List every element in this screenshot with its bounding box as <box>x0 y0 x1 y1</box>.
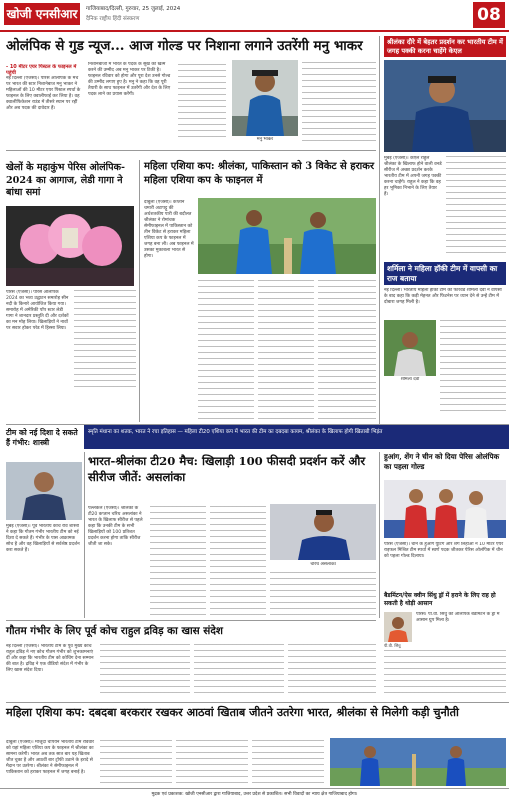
masthead <box>0 0 509 32</box>
headline-womens-asia-cup: महिला एशिया कप: श्रीलंका, पाकिस्तान को 3 विकेट से हराकर महिला एशिया कप के फाइनल में <box>144 161 375 186</box>
headline-china-gold: हुआंग, शेंग ने चीन को दिया पेरिस ओलंपिक का पहला गोल्ड <box>384 452 500 471</box>
article-text-sindhu: पेरिस। पी.वी. सिंधु को ओलंपिक बैडमिंटन के ड्रॉ में आसान ग्रुप मिला है। <box>416 612 500 623</box>
article-text-manu-bhaker-2: निशानेबाजी में भारत के पदक के सूखे को खत्म करने की उम्मीद अब मनु भाकर पर टिकी है। फाइनल रविवार को होगा और पूरा देश उनसे गोल्ड की उम्मीद लगाए हुए है। मनु ने कहा कि वह पूरी तैयारी के साथ फाइनल में उतरेंगी और देश के लिए पदक लाने का प्रयास करेंगी। <box>88 62 171 97</box>
headline-lady-gaga: खेलों के महाकुंभ पेरिस ओलंपिक- 2024 का आगाज, लेडी गागा ने बांधा समां <box>6 162 125 198</box>
photo-womens-asia-cup <box>198 198 376 274</box>
breaking-banner: स्मृति मंधाना का शतक, भारत ने रचा इतिहास — महिला टी20 एशिया कप में भारत की टीम का दबदबा कायम, श्रीलंका के खिलाफ होगी खिताबी भिड़ंत <box>84 425 509 449</box>
article-text-lady-gaga: पेरिस (एजेंसी)। पेरिस ओलंपिक 2024 का भव्य उद्घाटन समारोह सीन नदी के किनारे आयोजित किया गया। समारोह में अमेरिकी पॉप स्टार लेडी गागा ने शानदार प्रस्तुति दी और दर्शकों का मन मोह लिया। खिलाड़ियों ने नावों पर सवार होकर परेड में हिस्सा लिया। <box>6 290 69 331</box>
column-text-filler <box>318 280 376 420</box>
section-divider <box>6 620 376 621</box>
photo-final-preview <box>330 738 506 786</box>
caption-sindhu: पी.वी. सिंधु <box>384 643 401 648</box>
newspaper-logo: खोजी एनसीआर <box>4 3 80 25</box>
column-text-filler <box>74 290 136 390</box>
column-text-filler <box>100 644 190 698</box>
photo-kl-rahul <box>384 60 506 152</box>
headline-sindhu: बैडमिंटन/ऐस क्वीन सिंधु ड्रॉ में हराने के लिए राह हो सकती है थोड़ी आसान <box>384 592 496 607</box>
column-text-filler <box>198 280 254 420</box>
article-text-final-preview: दांबुला (एजेंसी)। मौजूदा चैंपियन भारतीय टीम रविवार को यहां महिला एशिया कप के फाइनल में श्रीलंका का सामना करेगी। भारत अब तक सात बार यह खिताब जीत चुका है और आठवीं बार ट्रॉफी उठाने के इरादे से मैदान पर उतरेगा। श्रीलंका ने सेमीफाइनल में पाकिस्तान को हराकर फाइनल में जगह बनाई है। <box>6 740 95 775</box>
headline-manu-bhaker: ओलंपिक से गुड न्यूज... आज गोल्ड पर निशाना लगाने उतरेंगी मनु भाकर <box>6 38 363 54</box>
article-text-china-gold: पेरिस (एजेंसी)। चीन के हुआंग युटिंग और शेंग लिहाओ ने 10 मीटर एयर राइफल मिश्रित टीम स्पर्धा में स्वर्ण पदक जीतकर पेरिस ओलंपिक में चीन को पहला गोल्ड दिलाया। <box>384 542 504 559</box>
photo-sindhu <box>384 612 412 642</box>
column-divider <box>139 160 140 422</box>
article-text-shastri: मुंबई (एजेंसी)। पूर्व भारतीय कोच रवि शास्त्री ने कहा कि गौतम गंभीर भारतीय टीम को नई दिशा दे सकते हैं। गंभीर के पास आक्रामक सोच है और वह खिलाड़ियों से सर्वश्रेष्ठ प्रदर्शन करा सकते हैं। <box>6 524 80 553</box>
headline-shastri: टीम को नई दिशा दे सकते हैं गंभीर: शास्त्री <box>6 428 78 447</box>
column-divider <box>379 36 380 426</box>
section-divider <box>6 702 509 703</box>
headline-gambhir-dravid: गौतम गंभीर के लिए पूर्व कोच राहुल द्रविड़ का खास संदेश <box>6 625 223 637</box>
column-text-filler <box>270 572 376 616</box>
photo-sharmila <box>384 320 436 376</box>
column-divider <box>84 452 85 618</box>
column-divider <box>379 452 380 618</box>
article-text-sharmila: नई दिल्ली। भारतीय महिला हॉकी टीम की फॉरवर्ड शर्मिला देवी ने वापसी के बाद कहा कि कड़ी मेहनत और फिटनेस पर ध्यान देने से उन्हें टीम में दोबारा जगह मिली है। <box>384 288 502 305</box>
column-text-filler <box>150 506 206 616</box>
photo-manu-bhaker <box>232 60 298 136</box>
column-text-filler <box>100 740 172 786</box>
article-text-womens-asia-cup: दांबुला (एजेंसी)। कप्तान चमारी अटापट्टू की अर्धशतकीय पारी की बदौलत श्रीलंका ने रोमांचक सेमीफाइनल में पाकिस्तान को तीन विकेट से हराकर महिला एशिया कप के फाइनल में जगह बना ली। अब फाइनल में उसका मुकाबला भारत से होगा। <box>144 200 194 259</box>
column-text-filler <box>288 644 376 698</box>
page-number: 08 <box>473 2 505 28</box>
column-text-filler <box>210 506 266 616</box>
column-text-filler <box>194 644 284 698</box>
section-divider <box>6 150 376 151</box>
headline-kl-rahul: श्रीलंका दौरे में बेहतर प्रदर्शन कर भारतीय टीम में जगह पक्की करना चाहेंगे केएल <box>384 36 506 57</box>
article-text-kl-rahul: मुंबई (एजेंसी)। केएल राहुल श्रीलंका के खिलाफ होने वाली वनडे सीरीज में अच्छा प्रदर्शन करके भारतीय टीम में अपनी जगह पक्की करना चाहेंगे। राहुल ने कहा कि वह हर भूमिका निभाने के लिए तैयार हैं। <box>384 156 442 197</box>
headline-asalanka: भारत-श्रीलंका टी20 मैच: खिलाड़ी 100 फीसदी प्रदर्शन करें और सीरीज जीतें: असलांका <box>88 454 366 484</box>
column-text-filler <box>440 320 506 416</box>
column-text-filler <box>176 740 248 786</box>
photo-shastri <box>6 462 82 520</box>
caption-sharmila: शर्मिला देवी <box>400 377 420 382</box>
section-divider <box>6 424 509 425</box>
kicker-manu-bhaker: - 10 मीटर एयर पिस्टल के फाइनल में पहुंची <box>6 64 77 76</box>
caption-manu-bhaker: मनु भाकर <box>256 137 274 142</box>
column-text-filler <box>446 156 506 256</box>
column-text-filler <box>178 64 226 142</box>
photo-asalanka <box>270 504 376 560</box>
photo-lady-gaga <box>6 206 134 286</box>
column-text-filler <box>258 280 314 420</box>
article-text-manu-bhaker: नई दिल्ली (एजेंसी)। पेरिस ओलंपिक के मंच पर भारत की स्टार निशानेबाज मनु भाकर ने महिलाओं की 10 मीटर एयर पिस्टल स्पर्धा के फाइनल के लिए क्वालीफाई कर लिया है। वह क्वालीफिकेशन राउंड में तीसरे स्थान पर रहीं और अब पदक की दावेदार हैं। <box>6 76 81 111</box>
dateline: गाजियाबाद/दिल्ली, गुरुवार, 25 जुलाई, 2024 <box>86 6 181 12</box>
headline-sharmila: शर्मिला ने महिला हॉकी टीम में वापसी का राज बताया <box>384 262 506 285</box>
photo-china-gold <box>384 480 506 538</box>
edition-label: दैनिक राष्ट्रीय हिंदी संस्करण <box>86 16 140 22</box>
headline-final-preview: महिला एशिया कप: दबदबा बरकरार रखकर आठवां खिताब जीतने उतरेगा भारत, श्रीलंका से मिलेगी कड़ी चुनौती <box>6 705 459 719</box>
article-text-asalanka: पल्लेकेले (एजेंसी)। श्रीलंका के टी20 कप्तान चरिथ असलांका ने भारत के खिलाफ सीरीज से पहले कहा कि उनकी टीम के सभी खिलाड़ियों को 100 प्रतिशत प्रदर्शन करना होगा ताकि सीरीज जीती जा सके। <box>88 506 143 547</box>
column-text-filler <box>384 650 506 698</box>
column-text-filler <box>302 62 376 142</box>
caption-asalanka: चरिथ असलांका <box>310 562 336 567</box>
column-text-filler <box>252 740 324 786</box>
footer-imprint: मुद्रक एवं प्रकाशक: खोजी एनसीआर द्वारा गाजियाबाद, उत्तर प्रदेश से प्रकाशित। सभी विवादों का न्याय क्षेत्र गाजियाबाद होगा। <box>0 788 509 800</box>
article-text-gambhir-dravid: नई दिल्ली (एजेंसी)। भारतीय टीम के पूर्व मुख्य कोच राहुल द्रविड़ ने नए कोच गौतम गंभीर को शुभकामनाएं दीं और कहा कि भारतीय टीम को कोचिंग देना सम्मान की बात है। द्रविड़ ने एक वीडियो संदेश में गंभीर के लिए खास संदेश दिया। <box>6 644 94 673</box>
